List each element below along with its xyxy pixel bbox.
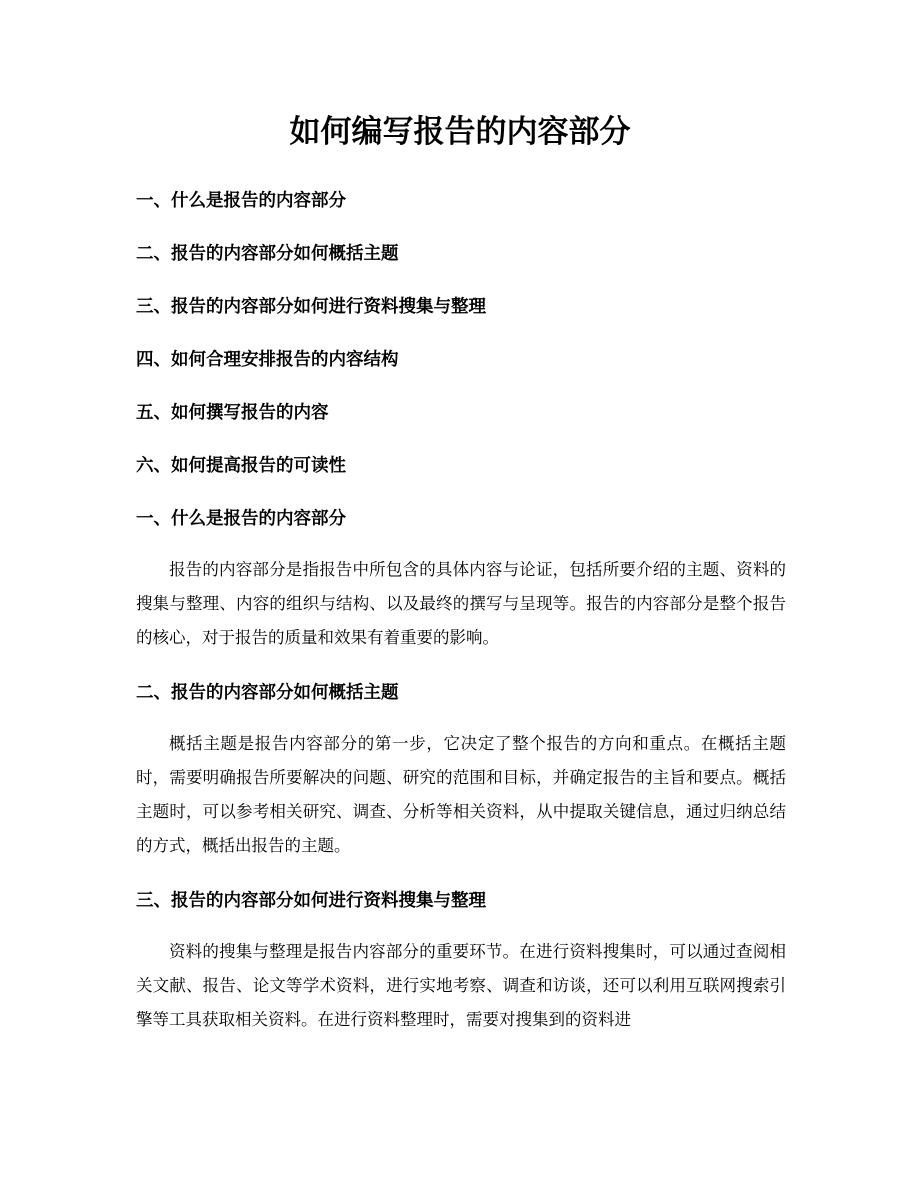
toc-item: 六、如何提高报告的可读性 bbox=[136, 456, 346, 476]
section-body: 资料的搜集与整理是报告内容部分的重要环节。在进行资料搜集时，可以通过查阅相关文献、报告、论文等学术资料，进行实地考察、调查和访谈，还可以利用互联网搜索引擎等工具获取相关资料。在进行资料整理时，需要对搜集到的资料进 bbox=[136, 942, 786, 1029]
section-3 bbox=[136, 884, 786, 1037]
table-of-contents bbox=[136, 184, 796, 502]
section-body: 概括主题是报告内容部分的第一步，它决定了整个报告的方向和重点。在概括主题时，需要明确报告所要解决的问题、研究的范围和目标，并确定报告的主旨和要点。概括主题时，可以参考相关研究、调查、分析等相关资料，从中提取关键信息，通过归纳总结的方式，概括出报告的主题。 bbox=[136, 734, 786, 855]
toc-item: 二、报告的内容部分如何概括主题 bbox=[136, 244, 399, 264]
section-1 bbox=[136, 502, 786, 655]
section-heading: 一、什么是报告的内容部分 bbox=[136, 509, 346, 529]
toc-item: 三、报告的内容部分如何进行资料搜集与整理 bbox=[136, 297, 486, 317]
toc-item: 五、如何撰写报告的内容 bbox=[136, 403, 329, 423]
section-2 bbox=[136, 676, 786, 863]
section-body: 报告的内容部分是指报告中所包含的具体内容与论证，包括所要介绍的主题、资料的搜集与整理、内容的组织与结构、以及最终的撰写与呈现等。报告的内容部分是整个报告的核心，对于报告的质量和效果有着重要的影响。 bbox=[136, 560, 786, 647]
section-heading: 三、报告的内容部分如何进行资料搜集与整理 bbox=[136, 891, 486, 911]
document-title: 如何编写报告的内容部分 bbox=[289, 114, 631, 150]
toc-item: 一、什么是报告的内容部分 bbox=[136, 191, 346, 211]
toc-item: 四、如何合理安排报告的内容结构 bbox=[136, 350, 399, 370]
section-heading: 二、报告的内容部分如何概括主题 bbox=[136, 683, 399, 703]
